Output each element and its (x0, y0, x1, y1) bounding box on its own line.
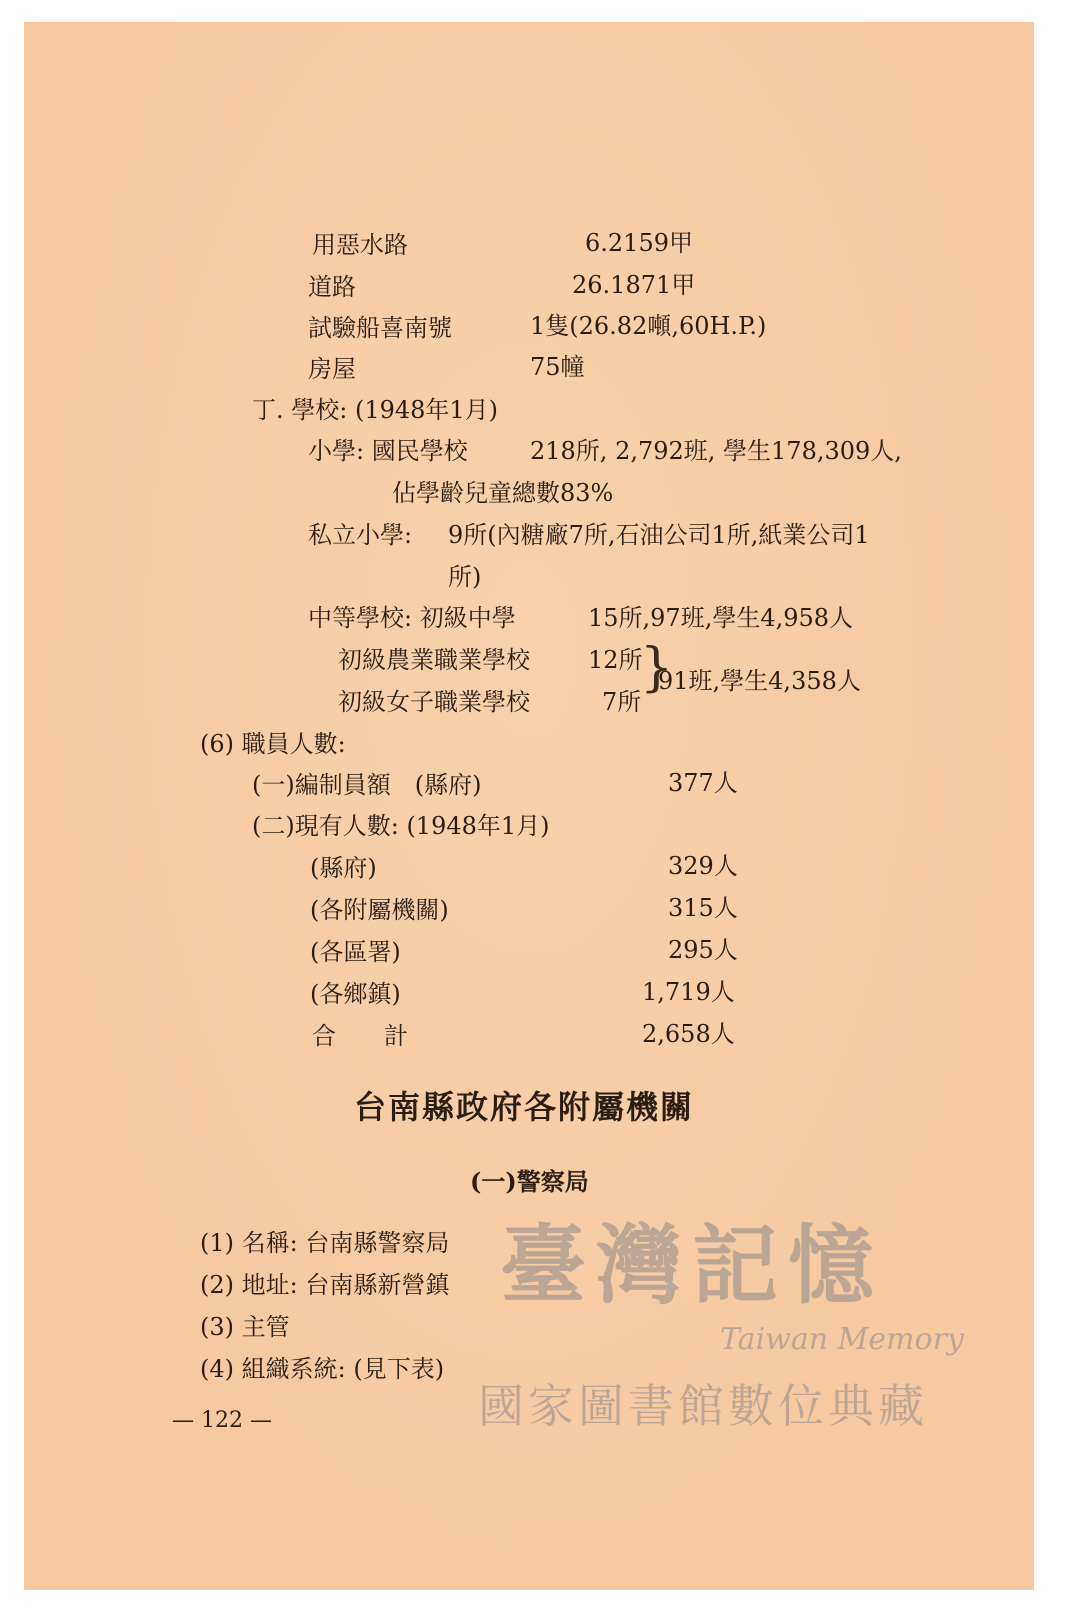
police-item: (2) 地址: 台南縣新營鎮 (200, 1271, 450, 1299)
private-school-value-cont: 所) (448, 563, 482, 591)
staff-current-heading: (二)現有人數: (1948年1月) (252, 812, 550, 840)
staff-row-value: 1,719人 (642, 978, 735, 1006)
land-item-name: 房屋 (308, 355, 356, 383)
police-item: (1) 名稱: 台南縣警察局 (200, 1229, 450, 1257)
private-school-value: 9所(內糖廠7所,石油公司1所,紙業公司1 (448, 521, 870, 549)
combined-school-value: 91班,學生4,358人 (658, 667, 861, 695)
watermark-subtitle: 國家圖書館數位典藏 (478, 1379, 928, 1433)
private-school-label: 私立小學: (308, 521, 413, 549)
watermark-english: Taiwan Memory (720, 1322, 964, 1357)
police-item: (4) 組織系統: (見下表) (200, 1355, 445, 1383)
section-title: 台南縣政府各附屬機關 (354, 1088, 695, 1126)
land-item-value: 75幢 (530, 353, 585, 381)
primary-school-note: 佔學齡兒童總數83% (392, 479, 614, 507)
subsection-title: (一)警察局 (470, 1167, 589, 1196)
brace-icon: } (640, 638, 674, 698)
girls-school-value: 7所 (602, 688, 642, 716)
land-item-name: 試驗船喜南號 (308, 314, 452, 342)
land-item-value: 1隻(26.82噸,60H.P.) (530, 312, 767, 340)
staff-row-label: (各附屬機關) (310, 896, 449, 924)
staff-total-label: 合 計 (312, 1022, 408, 1050)
secondary-school-label: 中等學校: 初級中學 (308, 604, 516, 632)
agri-school-value: 12所 (588, 646, 643, 674)
primary-school-label: 小學: 國民學校 (308, 437, 468, 465)
page-number: — 122 — (172, 1408, 272, 1433)
schools-heading: 丁. 學校: (1948年1月) (252, 396, 499, 424)
staff-row-value: 329人 (668, 852, 738, 880)
staff-row-label: (各鄉鎮) (310, 980, 401, 1008)
staff-heading: (6) 職員人數: (200, 730, 346, 758)
land-item-value: 26.1871甲 (572, 271, 696, 299)
staff-total-value: 2,658人 (642, 1020, 735, 1048)
agri-school-label: 初級農業職業學校 (338, 646, 530, 674)
staff-quota-label: (一)編制員額 (縣府) (252, 771, 482, 799)
staff-quota-value: 377人 (668, 769, 738, 797)
land-item-name: 道路 (308, 273, 356, 301)
staff-row-value: 295人 (668, 936, 738, 964)
staff-row-label: (縣府) (310, 854, 377, 882)
primary-school-value: 218所, 2,792班, 學生178,309人, (530, 437, 902, 465)
land-item-name: 用惡水路 (312, 231, 408, 259)
girls-school-label: 初級女子職業學校 (338, 688, 530, 716)
staff-row-value: 315人 (668, 894, 738, 922)
staff-row-label: (各區署) (310, 938, 401, 966)
land-item-value: 6.2159甲 (585, 229, 693, 257)
secondary-school-value: 15所,97班,學生4,958人 (588, 604, 854, 632)
watermark-logo: 臺灣記憶 (500, 1215, 884, 1316)
police-item: (3) 主管 (200, 1313, 290, 1341)
